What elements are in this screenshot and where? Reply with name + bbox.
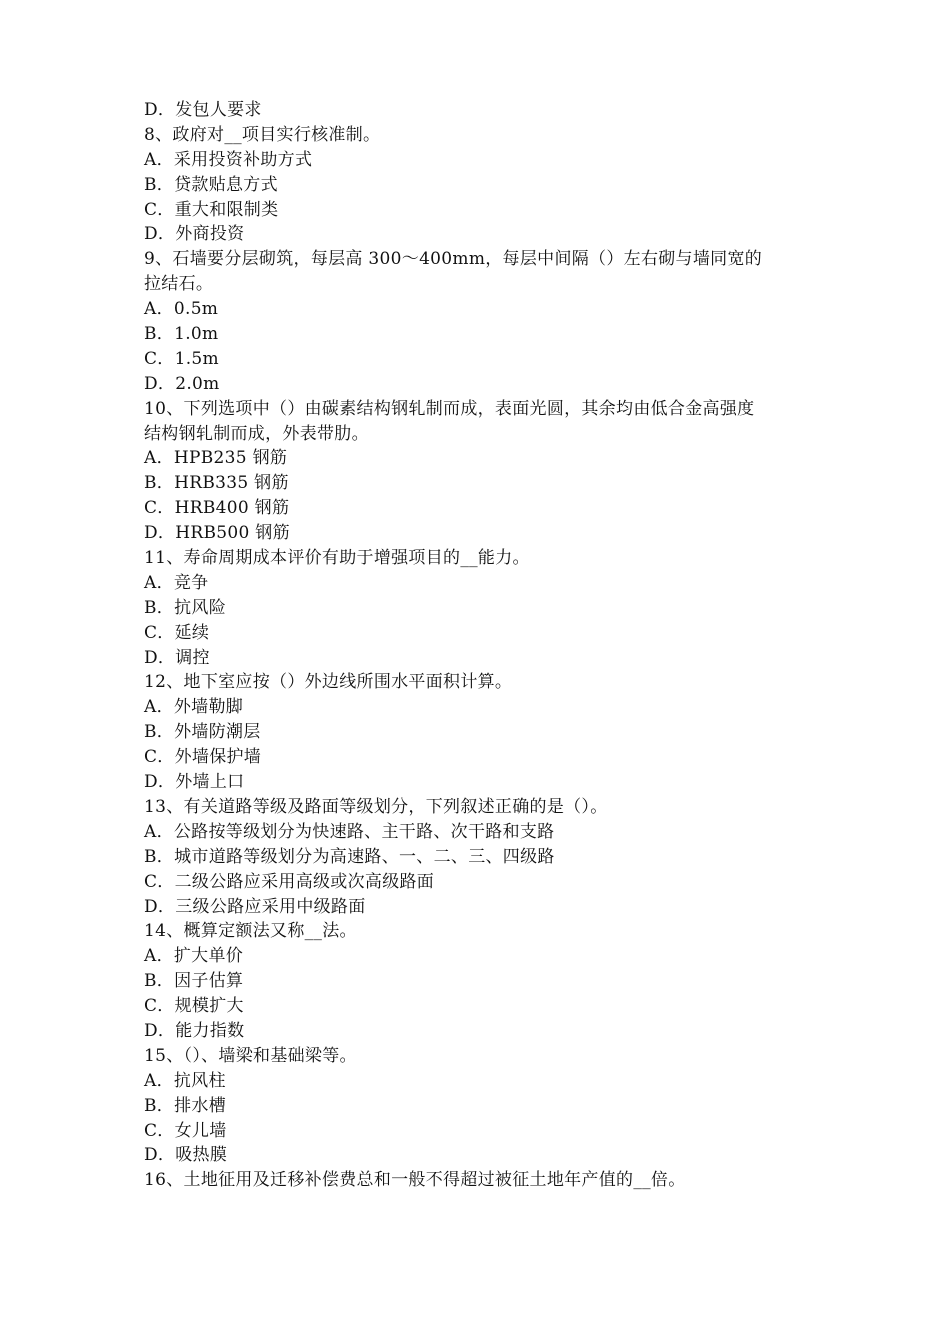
answer-option: B．贷款贴息方式 — [144, 174, 278, 195]
question-text: 10、下列选项中（）由碳素结构钢轧制而成，表面光圆，其余均由低合金高强度 — [144, 398, 755, 419]
answer-option: A．0.5m — [144, 299, 219, 320]
answer-option: D．外墙上口 — [144, 772, 245, 793]
answer-option: D．HRB500 钢筋 — [144, 523, 290, 544]
answer-option: A．扩大单价 — [144, 946, 244, 967]
answer-option: C．规模扩大 — [144, 996, 244, 1017]
answer-option: A．采用投资补助方式 — [144, 149, 313, 170]
answer-option: B．1.0m — [144, 324, 219, 345]
answer-option: C．二级公路应采用高级或次高级路面 — [144, 871, 435, 892]
answer-option: A．抗风柱 — [144, 1070, 226, 1091]
question-text: 14、概算定额法又称__法。 — [144, 921, 357, 942]
question-text: 9、石墙要分层砌筑，每层高 300～400mm，每层中间隔（）左右砌与墙同宽的 — [144, 249, 763, 270]
answer-option: B．排水槽 — [144, 1095, 226, 1116]
question-text: 15、（）、墙梁和基础梁等。 — [144, 1045, 357, 1066]
question-text: 11、寿命周期成本评价有助于增强项目的__能力。 — [144, 548, 530, 569]
answer-option: D．2.0m — [144, 373, 220, 394]
answer-option: C．HRB400 钢筋 — [144, 498, 290, 519]
document-body — [144, 98, 824, 1193]
answer-option: D．发包人要求 — [144, 100, 262, 120]
answer-option: D．三级公路应采用中级路面 — [144, 896, 366, 917]
answer-option: C．外墙保护墙 — [144, 747, 262, 768]
answer-option: C．1.5m — [144, 348, 219, 369]
question-text: 8、政府对__项目实行核准制。 — [144, 124, 381, 145]
answer-option: D．调控 — [144, 647, 210, 668]
answer-option: D．吸热膜 — [144, 1145, 228, 1166]
question-text: 16、土地征用及迁移补偿费总和一般不得超过被征土地年产值的__倍。 — [144, 1170, 686, 1191]
answer-option: A．竞争 — [144, 572, 209, 593]
answer-option: B．HRB335 钢筋 — [144, 473, 289, 494]
answer-option: C．女儿墙 — [144, 1120, 227, 1141]
answer-option: B．因子估算 — [144, 971, 244, 992]
answer-option: B．外墙防潮层 — [144, 722, 261, 743]
question-text-continued: 结构钢轧制而成，外表带肋。 — [144, 423, 369, 444]
question-text: 12、地下室应按（）外边线所围水平面积计算。 — [144, 672, 513, 693]
answer-option: D．能力指数 — [144, 1020, 245, 1041]
answer-option: A．HPB235 钢筋 — [144, 448, 288, 469]
question-text-continued: 拉结石。 — [144, 274, 214, 295]
answer-option: B．城市道路等级划分为高速路、一、二、三、四级路 — [144, 846, 555, 867]
answer-option: D．外商投资 — [144, 224, 245, 245]
answer-option: A．外墙勒脚 — [144, 697, 244, 718]
answer-option: A．公路按等级划分为快速路、主干路、次干路和支路 — [144, 821, 555, 842]
question-text: 13、有关道路等级及路面等级划分，下列叙述正确的是（）。 — [144, 796, 608, 817]
answer-option: C．重大和限制类 — [144, 199, 279, 220]
answer-option: C．延续 — [144, 622, 210, 643]
answer-option: B．抗风险 — [144, 597, 226, 618]
